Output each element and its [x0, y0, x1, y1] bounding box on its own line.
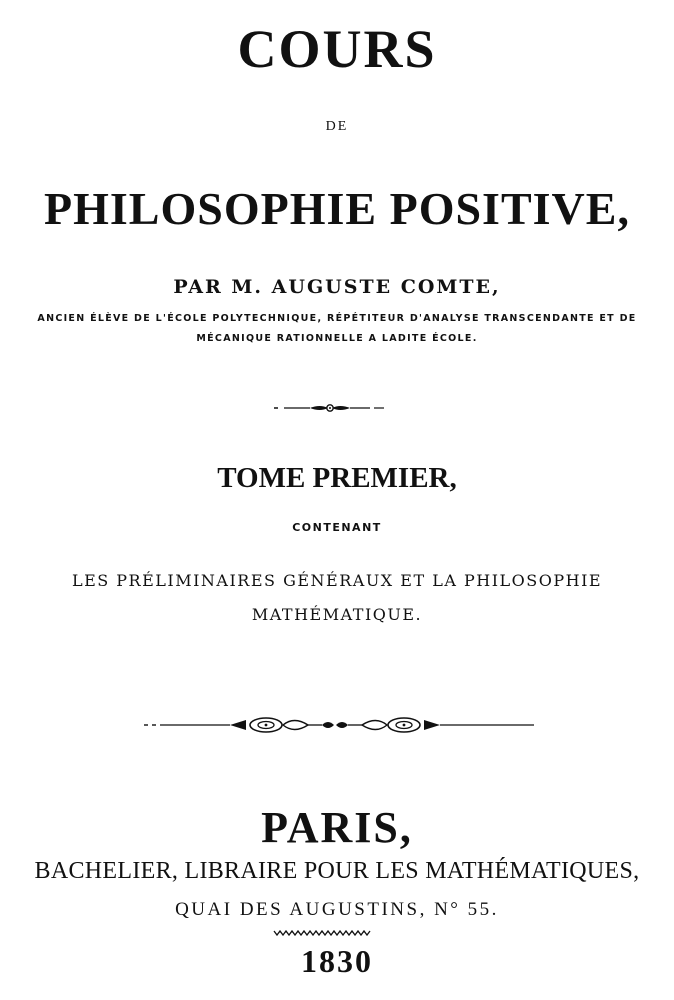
imprint-address: QUAI DES AUGUSTINS, N° 55.: [175, 899, 499, 920]
contents-intro: CONTENANT: [292, 521, 382, 534]
title-main: COURS: [237, 19, 437, 79]
large-ornament-divider: [142, 712, 536, 738]
title-connector: DE: [325, 119, 349, 134]
contents-line-2: MATHÉMATIQUE.: [251, 605, 423, 624]
imprint-publisher: BACHELIER, LIBRAIRE POUR LES MATHÉMATIQUES,: [34, 858, 640, 884]
author-credentials-line-2: MÉCANIQUE RATIONNELLE A LADITE ÉCOLE.: [196, 333, 478, 344]
zigzag-ornament: [272, 928, 372, 938]
author-credentials-line-1: ANCIEN ÉLÈVE DE L'ÉCOLE POLYTECHNIQUE, RÉPÉTITEUR D'ANALYSE TRANSCENDANTE ET DE: [37, 313, 637, 324]
volume-title: TOME PREMIER,: [217, 462, 457, 494]
author-line: PAR M. AUGUSTE COMTE,: [173, 276, 501, 298]
imprint-year: 1830: [301, 943, 373, 979]
small-ornament-divider: [270, 398, 390, 418]
title-subject: PHILOSOPHIE POSITIVE,: [44, 183, 630, 234]
contents-line-1: LES PRÉLIMINAIRES GÉNÉRAUX ET LA PHILOSOPHIE: [71, 571, 603, 590]
imprint-city: PARIS,: [261, 803, 413, 852]
